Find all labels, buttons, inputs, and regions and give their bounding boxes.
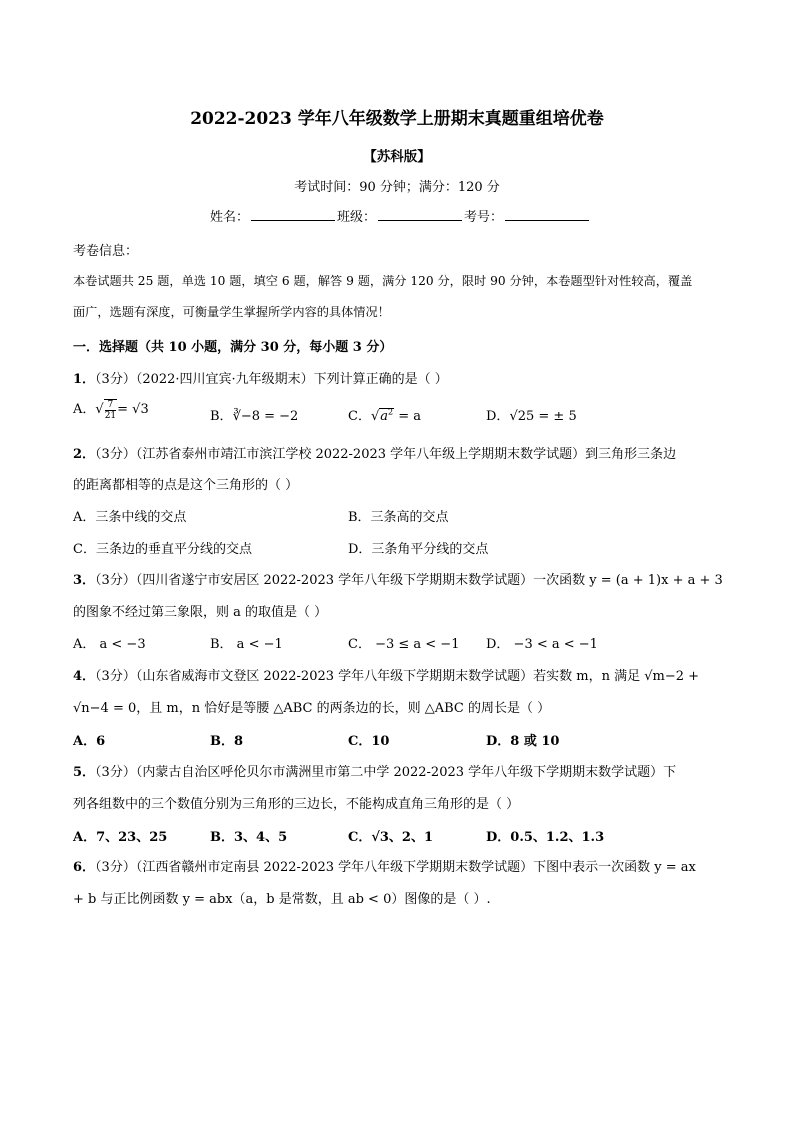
student-id-row xyxy=(210,206,591,225)
q4-option-a: A．6 xyxy=(73,734,106,749)
question-5-number: 5． xyxy=(73,765,96,780)
number-blank xyxy=(505,208,589,221)
q3-option-b: B． a < −1 xyxy=(210,637,283,652)
q1-option-a-numerator: 7 xyxy=(105,400,116,411)
exam-info: 考试时间：90 分钟；满分：120 分 xyxy=(294,180,500,195)
question-3-line-1 xyxy=(73,569,723,588)
question-2-text-1: （3分）（江苏省泰州市靖江市滨江学校 2022-2023 学年八年级上学期期末数学试题）到三角形三条边 xyxy=(95,447,677,462)
q1-option-d xyxy=(486,405,577,424)
q5-option-a: A．7、23、25 xyxy=(73,830,168,845)
question-5-line-1 xyxy=(73,761,676,780)
question-2-line-1 xyxy=(73,443,676,462)
q4-option-c: C．10 xyxy=(348,734,390,749)
q4-option-b: B．8 xyxy=(210,734,244,749)
q1-option-c-expr: = a xyxy=(398,409,422,424)
q4-option-d: D．8 或 10 xyxy=(486,734,560,749)
question-4-line-2: √n−4 = 0，且 m，n 恰好是等腰 △ABC 的两条边的长，则 △ABC 的周长是（ ） xyxy=(73,701,551,716)
q1-option-a-fraction xyxy=(104,399,117,421)
class-blank xyxy=(378,208,462,221)
q1-option-d-label: D． xyxy=(486,409,510,424)
q1-option-a-rhs: = √3 xyxy=(117,402,149,417)
q5-option-c: C．√3、2、1 xyxy=(348,830,434,845)
q1-option-b xyxy=(210,405,298,424)
q5-option-d: D．0.5、1.2、1.3 xyxy=(486,830,605,845)
edition-label: 【苏科版】 xyxy=(363,149,431,165)
question-3-text-1: （3分）（四川省遂宁市安居区 2022-2023 学年八年级下学期期末数学试题）一次函数 y = (a + 1)x + a + 3 xyxy=(95,573,723,588)
q2-option-d: D．三条角平分线的交点 xyxy=(348,542,489,557)
question-3-line-2: 的图象不经过第三象限，则 a 的取值是（ ） xyxy=(73,605,328,620)
class-label: 班级： xyxy=(337,210,377,225)
question-2-line-2: 的距离都相等的点是这个三角形的（ ） xyxy=(73,478,299,493)
number-label: 考号： xyxy=(464,210,504,225)
q1-option-b-expr: ∛−8 = −2 xyxy=(232,409,299,424)
q1-option-b-label: B． xyxy=(210,409,233,424)
question-5-line-2: 列各组数中的三个数值分别为三角形的三边长，不能构成直角三角形的是（ ） xyxy=(73,797,520,812)
question-4-line-1 xyxy=(73,665,699,684)
name-label: 姓名： xyxy=(210,210,250,225)
q3-option-a: A． a < −3 xyxy=(73,637,146,652)
question-6-line-1 xyxy=(73,856,696,875)
q1-option-a-denominator: 21 xyxy=(104,410,117,421)
info-heading: 考卷信息： xyxy=(73,244,139,259)
q1-option-c-label: C． xyxy=(348,409,371,424)
question-4-text-1: （3分）（山东省威海市文登区 2022-2023 学年八年级下学期期末数学试题）若实数 m，n 满足 √m−2 + xyxy=(95,669,700,684)
question-6-text-1: （3分）（江西省赣州市定南县 2022-2023 学年八年级下学期期末数学试题）下图中表示一次函数 y = ax xyxy=(95,860,696,875)
question-4-number: 4． xyxy=(73,669,96,684)
question-6-line-2: + b 与正比例函数 y = abx（a，b 是常数，且 ab < 0）图像的是（ ）. xyxy=(73,892,491,907)
section-heading: 一．选择题（共 10 小题，满分 30 分，每小题 3 分） xyxy=(73,340,393,355)
info-line-1: 本卷试题共 25 题，单选 10 题，填空 6 题，解答 9 题，满分 120 分，限时 90 分钟，本卷题型针对性较高，覆盖 xyxy=(73,274,693,288)
q3-option-c: C． −3 ≤ a < −1 xyxy=(348,637,460,652)
question-1-number: 1． xyxy=(73,372,96,387)
info-line-2: 面广，选题有深度，可衡量学生掌握所学内容的具体情况！ xyxy=(73,305,390,319)
question-2-number: 2． xyxy=(73,447,96,462)
q2-option-a: A．三条中线的交点 xyxy=(73,510,187,525)
q1-option-a: A．√ $\frac{7}{21}$ = √3 xyxy=(73,399,149,421)
q1-option-c: C．$√a^2 = a$ xyxy=(348,407,422,424)
q3-option-d: D． −3 < a < −1 xyxy=(486,637,598,652)
name-blank xyxy=(251,208,335,221)
question-1-stem xyxy=(73,368,448,387)
q2-option-b: B．三条高的交点 xyxy=(348,510,449,525)
q5-option-b: B．3、4、5 xyxy=(210,830,288,845)
question-6-number: 6． xyxy=(73,860,96,875)
question-1-text: （3分）（2022·四川宜宾·九年级期末）下列计算正确的是（ ） xyxy=(95,372,448,387)
q1-option-d-expr: √25 = ± 5 xyxy=(509,409,577,424)
q1-option-a-label: A． xyxy=(73,402,96,417)
q2-option-c: C．三条边的垂直平分线的交点 xyxy=(73,542,252,557)
question-5-text-1: （3分）（内蒙古自治区呼伦贝尔市满洲里市第二中学 2022-2023 学年八年级下学期期末数学试题）下 xyxy=(95,765,677,780)
page-title: 2022-2023 学年八年级数学上册期末真题重组培优卷 xyxy=(190,109,604,129)
question-3-number: 3． xyxy=(73,573,96,588)
